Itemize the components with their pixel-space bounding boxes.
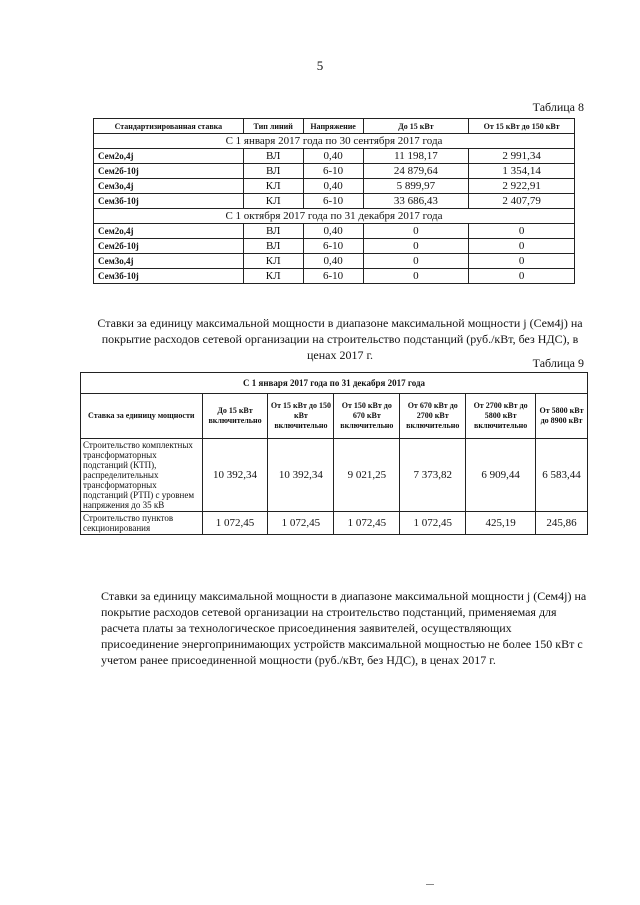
table8-cell-voltage: 0,40	[303, 224, 363, 239]
table9-cell-value: 7 373,82	[400, 439, 466, 512]
table8-header-row	[94, 119, 575, 134]
table8-cell-v1: 0	[363, 254, 469, 269]
table9-cell-value: 1 072,45	[400, 512, 466, 535]
table9-period-row	[81, 373, 588, 394]
table9-period: С 1 января 2017 года по 31 декабря 2017 года	[81, 373, 588, 394]
table-row	[94, 254, 575, 269]
table9-cell-value: 425,19	[466, 512, 536, 535]
table8-cell-code: Сем3б-10j	[94, 194, 244, 209]
table9-cell-value: 6 583,44	[536, 439, 588, 512]
table9-header-col2: От 15 кВт до 150 кВт включительно	[268, 394, 334, 439]
table8-period-row	[94, 209, 575, 224]
table-row	[94, 224, 575, 239]
table-row	[94, 269, 575, 284]
table-row	[94, 239, 575, 254]
table8-cell-line: КЛ	[243, 179, 303, 194]
table8-header-rate: Стандартизированная ставка	[94, 119, 244, 134]
table8-cell-v1: 24 879,64	[363, 164, 469, 179]
footer-mark	[426, 884, 434, 885]
table8-cell-line: ВЛ	[243, 149, 303, 164]
table8-cell-code: Сем2б-10j	[94, 239, 244, 254]
table9-header-row	[81, 394, 588, 439]
table9-caption: Таблица 9	[532, 356, 584, 370]
table9-cell-value: 1 072,45	[268, 512, 334, 535]
table8-period-row	[94, 134, 575, 149]
table8-cell-v1: 0	[363, 224, 469, 239]
table8-cell-v2: 0	[469, 224, 575, 239]
table8-cell-v1: 5 899,97	[363, 179, 469, 194]
table8-header-15-150: От 15 кВт до 150 кВт	[469, 119, 575, 134]
table8-cell-v1: 11 198,17	[363, 149, 469, 164]
closing-paragraph: Ставки за единицу максимальной мощности в диапазоне максимальной мощности j (Cем4j) на покрытие расходов сетевой организации на строительство подстанций, применяемая для расчета платы за технологическое присоединения заявителей, осуществляющих присоединение энергопринимающих устройств максимальной мощностью не более 150 кВт с учетом ранее присоединенной мощности (руб./кВт, без НДС), в ценах 2017 г.	[101, 589, 587, 667]
table8-cell-voltage: 0,40	[303, 149, 363, 164]
table9-row-label: Строительство комплектных трансформаторных подстанций (КТП), распределительных трансформаторных подстанций (РТП) с уровнем напряжения до 35 кВ	[81, 439, 203, 512]
table8-cell-v2: 1 354,14	[469, 164, 575, 179]
table9-cell-value: 1 072,45	[202, 512, 268, 535]
table8-cell-voltage: 0,40	[303, 254, 363, 269]
table8-cell-v2: 2 991,34	[469, 149, 575, 164]
table8-cell-v2: 0	[469, 269, 575, 284]
table-row	[94, 149, 575, 164]
table8-caption: Таблица 8	[532, 100, 584, 114]
table8-cell-code: Сем3б-10j	[94, 269, 244, 284]
page-number: 5	[316, 58, 324, 73]
table9-cell-value: 10 392,34	[268, 439, 334, 512]
table9-cell-value: 10 392,34	[202, 439, 268, 512]
table-8	[93, 118, 575, 284]
table8-cell-line: КЛ	[243, 269, 303, 284]
table9-cell-value: 6 909,44	[466, 439, 536, 512]
table9-cell-value: 9 021,25	[334, 439, 400, 512]
table8-header-line-type: Тип линий	[243, 119, 303, 134]
table-row	[94, 164, 575, 179]
table8-cell-code: Сем2о,4j	[94, 149, 244, 164]
table8-header-up-to-15: До 15 кВт	[363, 119, 469, 134]
table8-period-label: С 1 октября 2017 года по 31 декабря 2017 года	[94, 209, 575, 224]
table8-cell-v1: 0	[363, 239, 469, 254]
table8-cell-line: ВЛ	[243, 224, 303, 239]
table8-cell-voltage: 6-10	[303, 239, 363, 254]
table8-cell-v2: 2 407,79	[469, 194, 575, 209]
table8-cell-v2: 2 922,91	[469, 179, 575, 194]
table8-period-label: С 1 января 2017 года по 30 сентября 2017 года	[94, 134, 575, 149]
table9-header-col6: От 5800 кВт до 8900 кВт	[536, 394, 588, 439]
table9-cell-value: 245,86	[536, 512, 588, 535]
table-row	[81, 439, 588, 512]
table8-cell-line: ВЛ	[243, 164, 303, 179]
table9-header-col3: От 150 кВт до 670 кВт включительно	[334, 394, 400, 439]
table9-cell-value: 1 072,45	[334, 512, 400, 535]
table-9	[80, 372, 588, 535]
table8-cell-voltage: 6-10	[303, 164, 363, 179]
table8-header-voltage: Напряжение	[303, 119, 363, 134]
table8-cell-code: Сем3о,4j	[94, 254, 244, 269]
table9-header-col4: От 670 кВт до 2700 кВт включительно	[400, 394, 466, 439]
table-row	[94, 179, 575, 194]
table8-cell-v2: 0	[469, 254, 575, 269]
table9-description: Ставки за единицу максимальной мощности в диапазоне максимальной мощности j (Cем4j) на покрытие расходов сетевой организации на строительство подстанций (руб./кВт, без НДС), в ценах 2017 г.	[97, 316, 583, 362]
table-row	[94, 194, 575, 209]
table8-cell-line: КЛ	[243, 194, 303, 209]
table8-cell-code: Сем3о,4j	[94, 179, 244, 194]
table9-row-label: Строительство пунктов секционирования	[81, 512, 203, 535]
table8-cell-voltage: 6-10	[303, 269, 363, 284]
table8-cell-code: Сем2о,4j	[94, 224, 244, 239]
table8-cell-v1: 33 686,43	[363, 194, 469, 209]
table8-cell-v1: 0	[363, 269, 469, 284]
table8-cell-line: ВЛ	[243, 239, 303, 254]
table9-header-rate: Ставка за единицу мощности	[81, 394, 203, 439]
table8-cell-code: Сем2б-10j	[94, 164, 244, 179]
table-row	[81, 512, 588, 535]
table9-header-col5: От 2700 кВт до 5800 кВт включительно	[466, 394, 536, 439]
table8-cell-line: КЛ	[243, 254, 303, 269]
table9-header-col1: До 15 кВт включительно	[202, 394, 268, 439]
table8-cell-voltage: 0,40	[303, 179, 363, 194]
table8-cell-v2: 0	[469, 239, 575, 254]
table8-cell-voltage: 6-10	[303, 194, 363, 209]
